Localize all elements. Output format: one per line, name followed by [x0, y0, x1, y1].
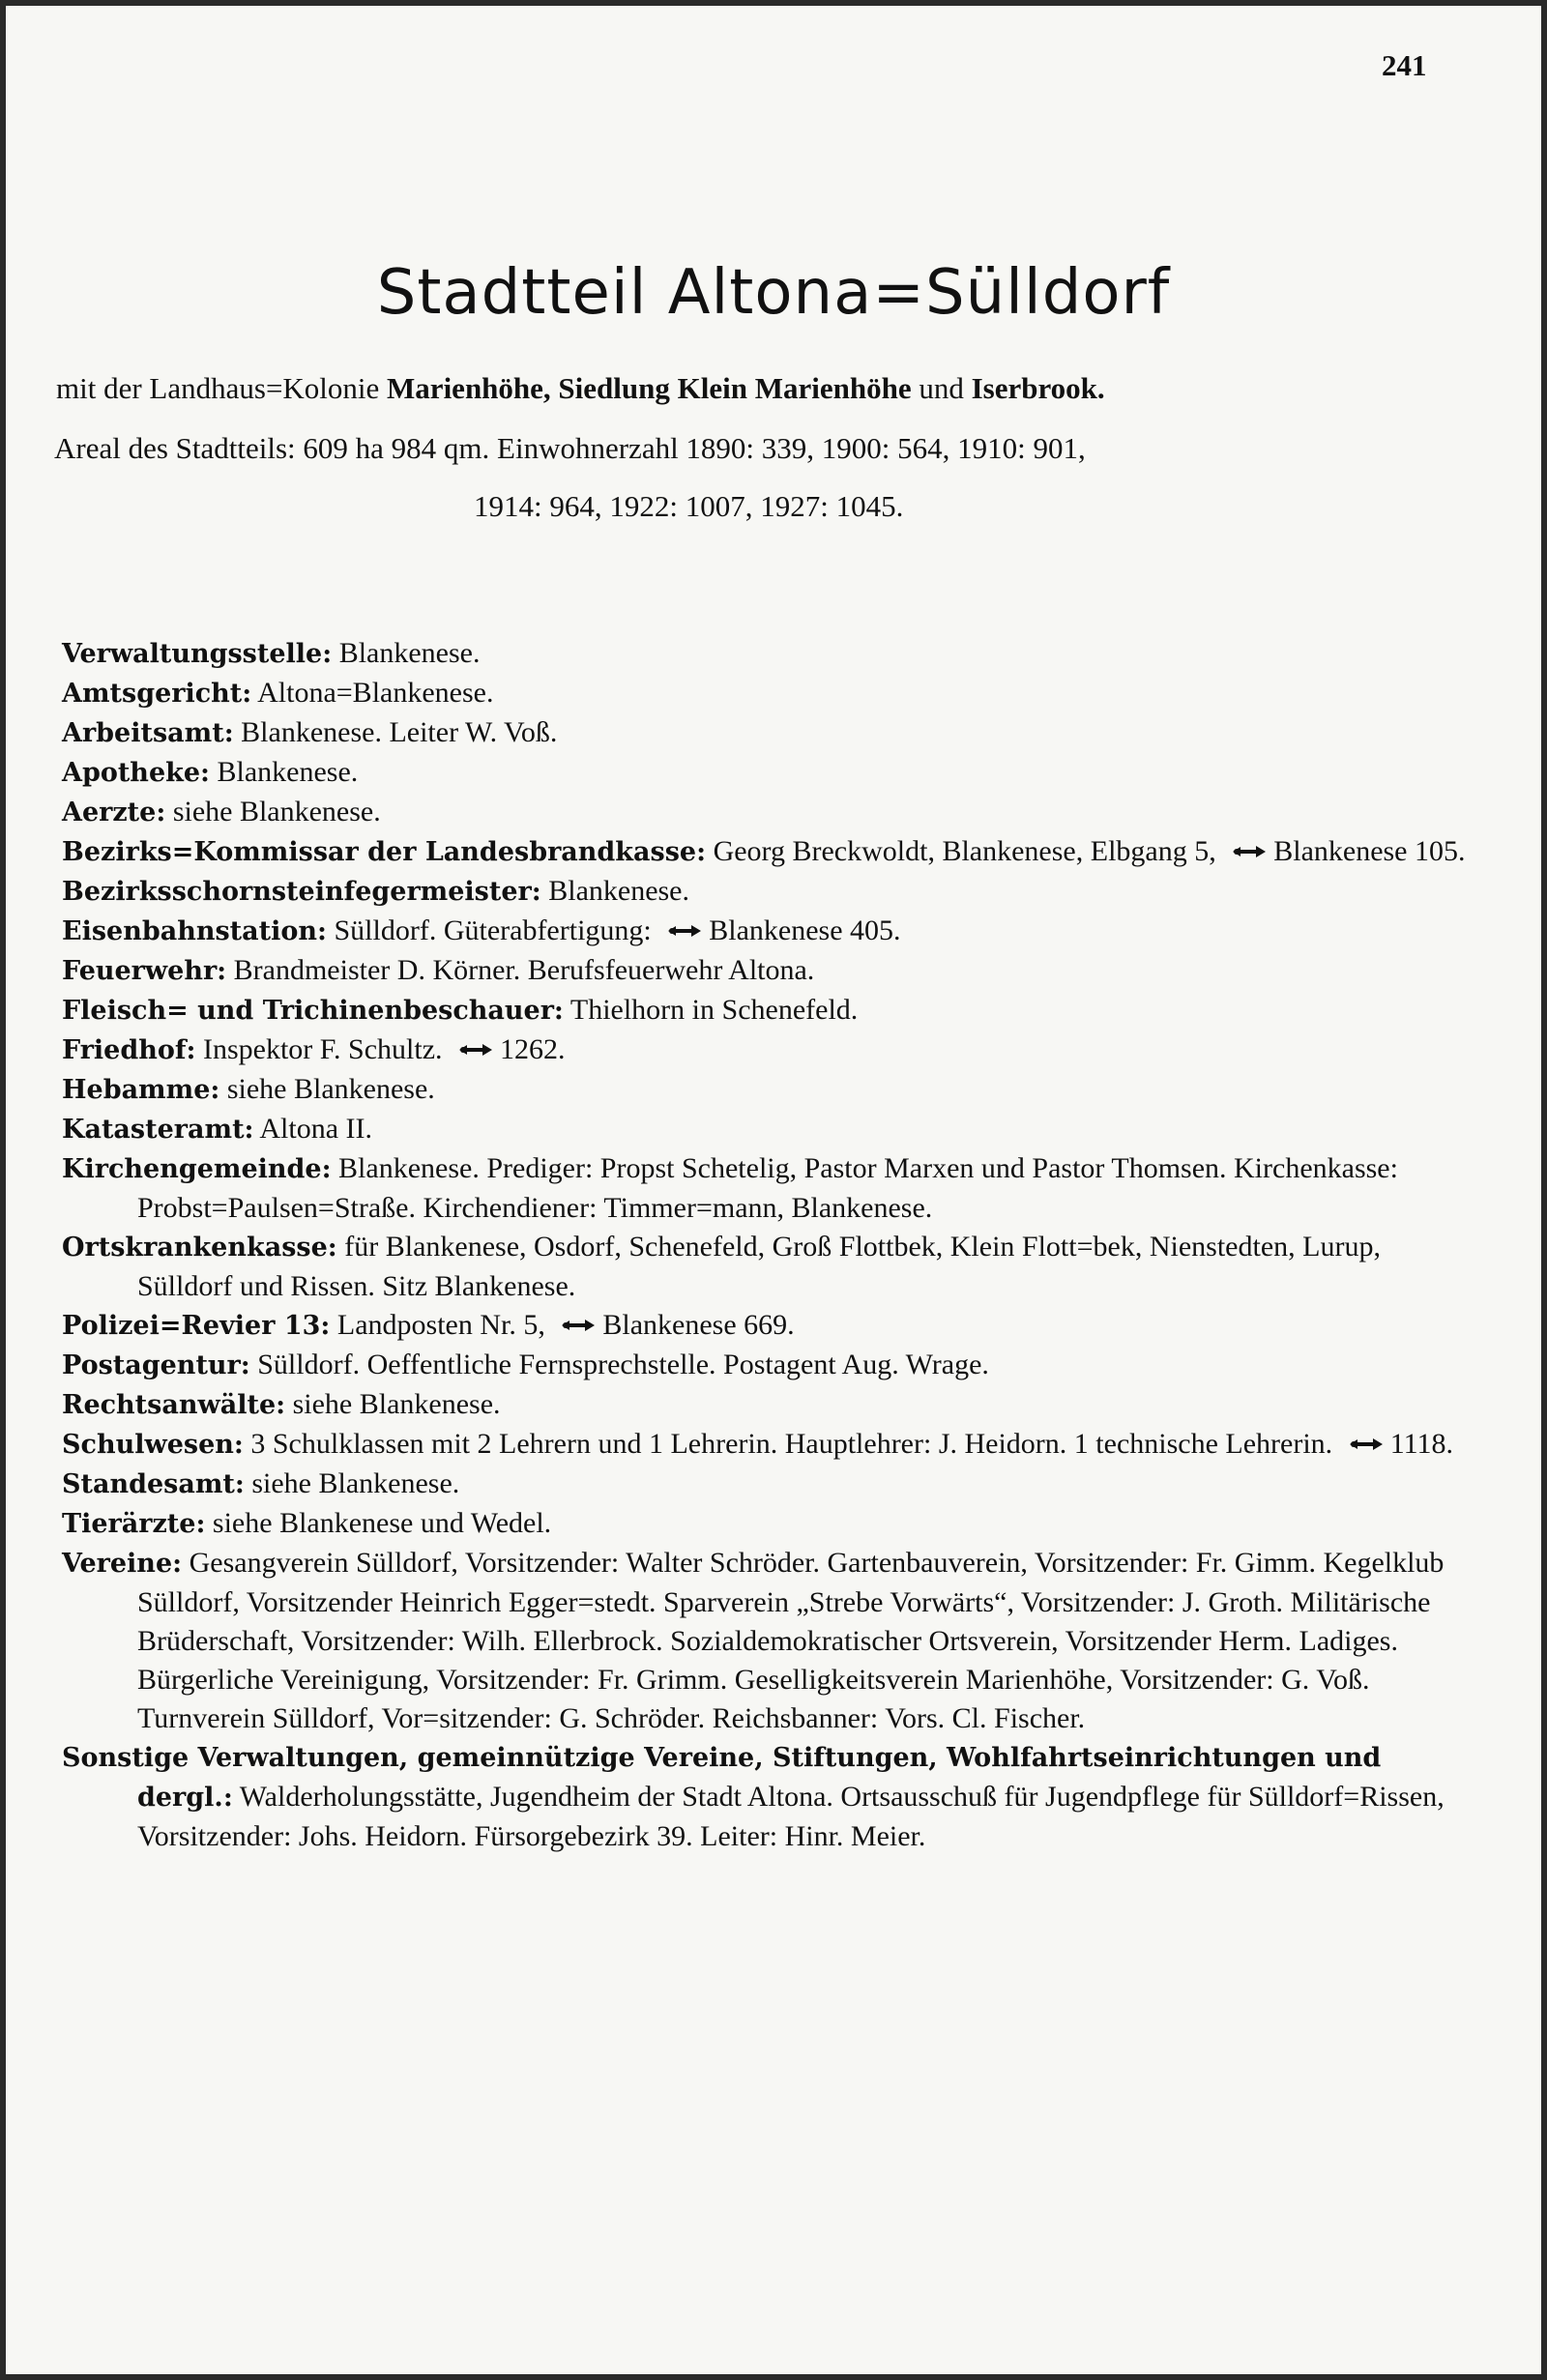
- telephone-icon: [457, 1042, 494, 1058]
- entry-label: Friedhof:: [62, 1035, 196, 1065]
- page-number: 241: [1382, 48, 1427, 82]
- directory-entry: [62, 1030, 1474, 1070]
- directory-entry: [62, 1110, 1474, 1149]
- subtitle: [56, 371, 1458, 406]
- entry-text: für Blankenese, Osdorf, Schenefeld, Groß Flottbek, Klein Flott=bek, Nienstedten, Lurup, Sülldorf und Rissen. Sitz Blankenese.: [137, 1231, 1381, 1302]
- entry-label: Arbeitsamt:: [62, 718, 234, 748]
- entry-label: Eisenbahnstation:: [62, 916, 327, 946]
- telephone-icon: [560, 1318, 597, 1333]
- entry-label: Vereine:: [62, 1549, 183, 1579]
- entry-label: Schulwesen:: [62, 1430, 244, 1460]
- entry-label: Bezirksschornsteinfegermeister:: [62, 877, 541, 907]
- entry-text: 1118.: [1389, 1428, 1453, 1460]
- entry-label: Apotheke:: [62, 758, 210, 788]
- directory-entry: [62, 1465, 1474, 1504]
- entry-text: Georg Breckwoldt, Blankenese, Elbgang 5,: [713, 835, 1216, 867]
- entry-label: Feuerwehr:: [62, 956, 227, 986]
- entry-text: Gesangverein Sülldorf, Vorsitzender: Walter Schröder. Gartenbauverein, Vorsitzender: Fr. Gimm. Kegelklub Sülldorf, Vorsitzender Heinrich Egger=stedt. Sparverein „Strebe Vorwärts“, Vorsitzender: J. Groth. Militärische Brüderschaft, Vorsitzender: Wilh. Ellerbrock. Sozialdemokratischer Ortsverein, Vorsitzender Herm. Ladiges. Bürgerliche Vereinigung, Vorsitzender: Fr. Grimm. Geselligkeitsverein Marienhöhe, Vorsitzender: G. Voß. Turnverein Sülldorf, Vor=sitzender: G. Schröder. Reichsbanner: Vors. Cl. Fischer.: [137, 1547, 1445, 1734]
- entry-label: Standesamt:: [62, 1469, 245, 1499]
- entry-label: Hebamme:: [62, 1075, 220, 1105]
- entry-text: siehe Blankenese.: [172, 796, 381, 827]
- entry-text: Sülldorf. Güterabfertigung:: [334, 914, 652, 946]
- directory-entry: [62, 1425, 1474, 1465]
- entry-text: Blankenese.: [548, 875, 689, 907]
- directory-entry: [62, 753, 1474, 793]
- subtitle-middle: und: [919, 371, 964, 405]
- directory-entry: [62, 1149, 1474, 1228]
- entry-text: Inspektor F. Schultz.: [202, 1033, 443, 1065]
- page-title: Stadtteil Altona=Sülldorf: [376, 257, 1171, 329]
- entry-text: siehe Blankenese.: [226, 1073, 435, 1105]
- areal-line-1: Areal des Stadtteils: 609 ha 984 qm. Einwohnerzahl 1890: 339, 1900: 564, 1910: 901,: [54, 431, 1086, 465]
- telephone-icon: [666, 923, 703, 939]
- entry-text: Altona II.: [259, 1113, 373, 1145]
- directory-entry: [62, 1544, 1474, 1738]
- directory-entry: [62, 1306, 1474, 1346]
- telephone-icon: [1348, 1437, 1385, 1452]
- entry-text: Blankenese. Prediger: Propst Schetelig, Pastor Marxen und Pastor Thomsen. Kirchenkasse: Probst=Paulsen=Straße. Kirchendiener: Timmer=mann, Blankenese.: [137, 1152, 1398, 1224]
- directory-entry: [62, 1346, 1474, 1385]
- entry-text: Blankenese 405.: [709, 914, 901, 946]
- directory-entry: [62, 912, 1474, 951]
- entry-text: Blankenese.: [338, 637, 481, 669]
- directory-entry: [62, 1070, 1474, 1110]
- entry-text: siehe Blankenese und Wedel.: [212, 1507, 552, 1539]
- subtitle-place-3: Iserbrook.: [971, 371, 1105, 405]
- directory-entry: [62, 713, 1474, 753]
- entry-text: siehe Blankenese.: [251, 1467, 460, 1499]
- subtitle-place-1: Marienhöhe,: [387, 371, 551, 405]
- directory-entry: [62, 634, 1474, 674]
- directory-entry: [62, 991, 1474, 1030]
- directory-entry: [62, 674, 1474, 713]
- entry-text: Landposten Nr. 5,: [336, 1309, 545, 1341]
- entry-text: Blankenese 105.: [1273, 835, 1466, 867]
- entry-text: Brandmeister D. Körner. Berufsfeuerwehr Altona.: [233, 954, 815, 986]
- entry-label: Kirchengemeinde:: [62, 1154, 332, 1184]
- subtitle-place-2: Siedlung Klein Marienhöhe: [558, 371, 912, 405]
- entry-label: Tierärzte:: [62, 1509, 206, 1539]
- entry-label: Aerzte:: [62, 798, 166, 827]
- entry-label: Amtsgericht:: [62, 679, 252, 709]
- entry-text: Thielhorn in Schenefeld.: [569, 994, 859, 1026]
- entry-label: Postagentur:: [62, 1350, 250, 1380]
- directory-entry: [62, 1385, 1474, 1425]
- entry-text: Blankenese.: [217, 756, 359, 788]
- entry-label: Katasteramt:: [62, 1115, 254, 1145]
- directory-entry: [62, 832, 1474, 872]
- entry-label: Verwaltungsstelle:: [62, 639, 333, 669]
- entry-label: Polizei=Revier 13:: [62, 1311, 331, 1341]
- entry-text: siehe Blankenese.: [292, 1388, 501, 1420]
- entry-text: 3 Schulklassen mit 2 Lehrern und 1 Lehrerin. Hauptlehrer: J. Heidorn. 1 technische Lehrerin.: [250, 1428, 1333, 1460]
- entry-text: 1262.: [500, 1033, 566, 1065]
- entry-text: Walderholungsstätte, Jugendheim der Stadt Altona. Ortsausschuß für Jugendpflege für Sülldorf=Rissen, Vorsitzender: Johs. Heidorn. Fürsorgebezirk 39. Leiter: Hinr. Meier.: [137, 1781, 1445, 1852]
- entry-label: Bezirks=Kommissar der Landesbrandkasse:: [62, 837, 707, 867]
- areal-line-2: 1914: 964, 1922: 1007, 1927: 1045.: [474, 489, 904, 523]
- directory-entry: [62, 1738, 1474, 1856]
- telephone-icon: [1231, 844, 1268, 859]
- entry-label: Ortskrankenkasse:: [62, 1233, 337, 1263]
- document-page: [6, 6, 1541, 2374]
- entry-text: Altona=Blankenese.: [257, 677, 494, 709]
- entry-label: Sonstige Verwaltungen, gemeinnützige Vereine, Stiftungen, Wohlfahrtseinrichtungen und dergl.:: [62, 1743, 1382, 1813]
- entry-label: Rechtsanwälte:: [62, 1390, 286, 1420]
- directory-entry: [62, 1228, 1474, 1306]
- directory-entry: [62, 793, 1474, 832]
- entry-label: Fleisch= und Trichinenbeschauer:: [62, 996, 564, 1026]
- directory-entries: [62, 634, 1474, 1856]
- entry-text: Blankenese. Leiter W. Voß.: [241, 716, 558, 748]
- entry-text: Sülldorf. Oeffentliche Fernsprechstelle. Postagent Aug. Wrage.: [257, 1349, 989, 1380]
- entry-text: Blankenese 669.: [602, 1309, 795, 1341]
- directory-entry: [62, 951, 1474, 991]
- subtitle-prefix: mit der Landhaus=Kolonie: [56, 371, 380, 405]
- directory-entry: [62, 872, 1474, 912]
- directory-entry: [62, 1504, 1474, 1544]
